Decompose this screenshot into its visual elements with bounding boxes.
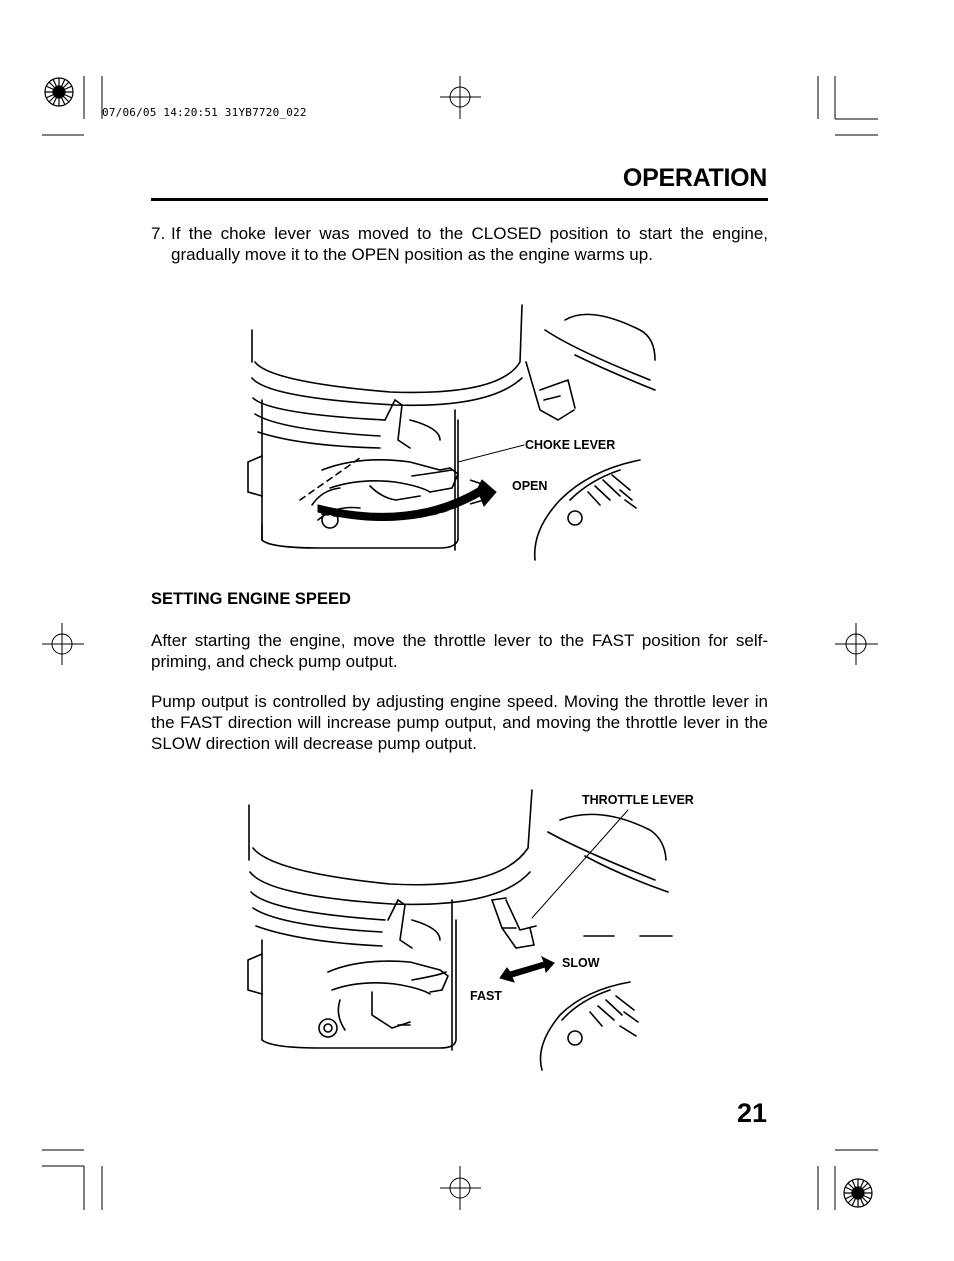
callout-choke-lever: CHOKE LEVER xyxy=(525,438,616,452)
step-number: 7. xyxy=(151,224,166,243)
registration-sunburst-bottom xyxy=(844,1179,872,1207)
callout-open: OPEN xyxy=(512,479,548,493)
step-7 xyxy=(151,223,768,265)
paragraph-pump-output: Pump output is controlled by adjusting engine speed. Moving the throttle lever in the FAST direction will increase pump output, and moving the throttle lever in the SLOW direction will decrease pump output. xyxy=(151,692,768,753)
title-rule xyxy=(151,198,768,201)
page-number: 21 xyxy=(736,1098,767,1128)
step-text: If the choke lever was moved to the CLOSED position to start the engine, gradually move it to the OPEN position as the engine warms up. xyxy=(171,224,768,264)
callout-fast: FAST xyxy=(470,989,502,1003)
callout-throttle-lever: THROTTLE LEVER xyxy=(582,793,694,807)
registration-sunburst-top xyxy=(45,78,73,106)
callout-slow: SLOW xyxy=(562,956,600,970)
section-heading: SETTING ENGINE SPEED xyxy=(151,590,351,608)
print-timestamp: 07/06/05 14:20:51 31YB7720_022 xyxy=(102,106,307,119)
page-title: OPERATION xyxy=(622,164,767,192)
paragraph-self-priming: After starting the engine, move the throttle lever to the FAST position for self-priming, and check pump output. xyxy=(151,631,768,671)
